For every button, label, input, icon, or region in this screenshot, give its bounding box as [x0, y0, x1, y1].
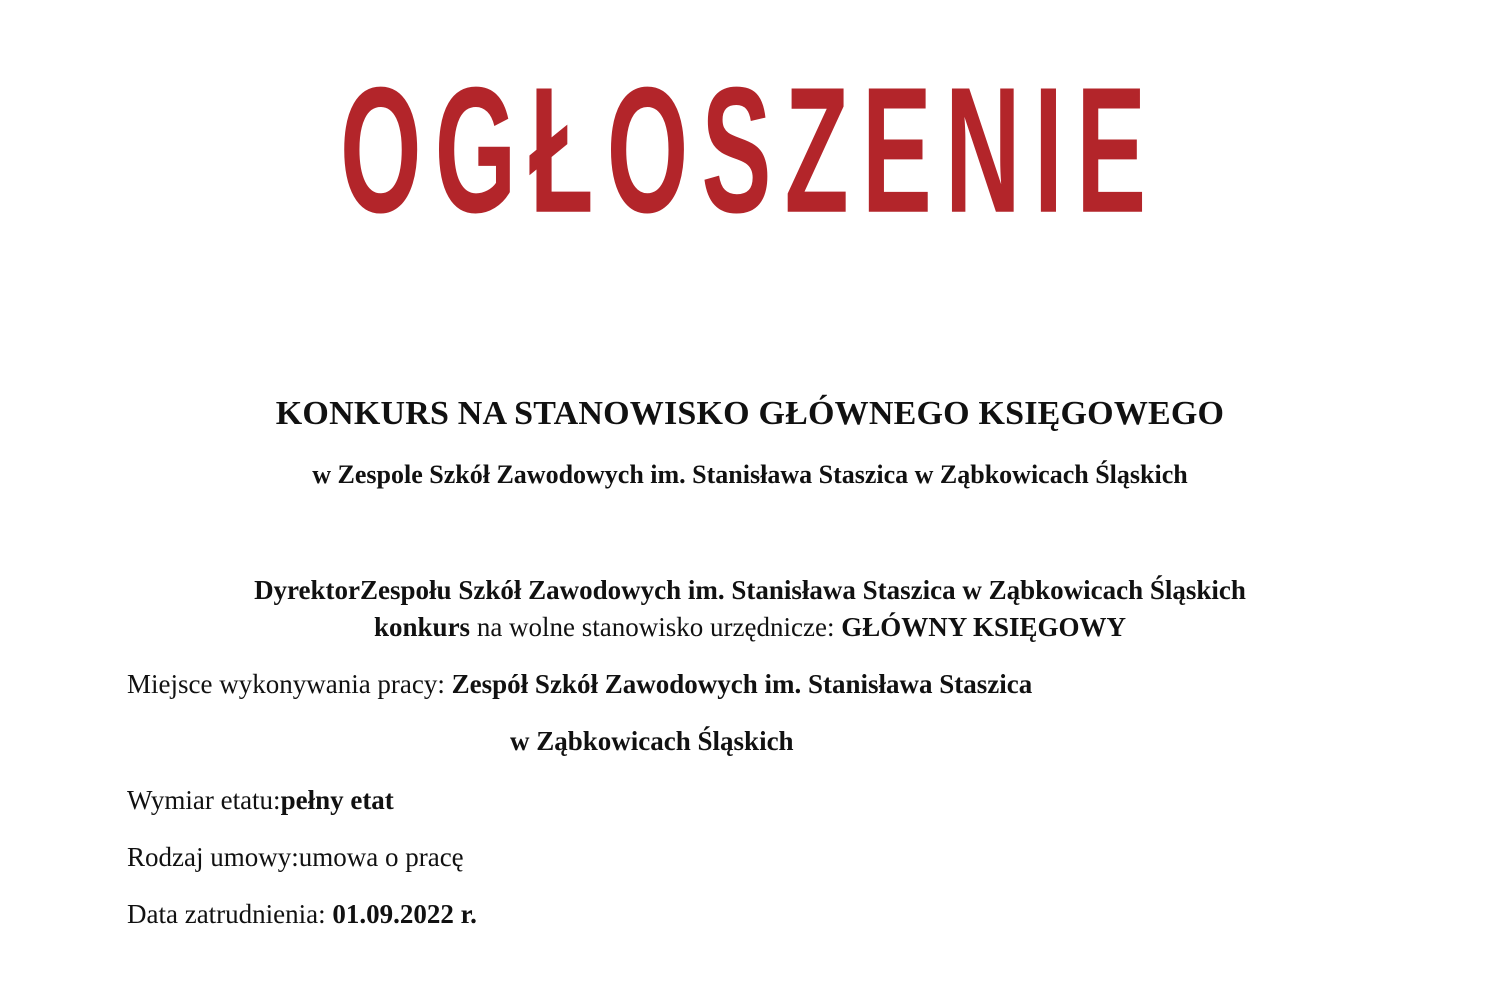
position-title: GŁÓWNY KSIĘGOWY: [841, 612, 1126, 642]
workplace-value: Zespół Szkół Zawodowych im. Stanisława Staszica: [451, 669, 1033, 699]
banner-title: OGŁOSZENIE: [340, 50, 1160, 251]
position-line: [0, 612, 1500, 643]
contract-label: Rodzaj umowy:: [127, 842, 299, 872]
banner: [0, 50, 1500, 251]
fte-value: pełny etat: [280, 785, 394, 815]
position-text: na wolne stanowisko urzędnicze:: [470, 612, 842, 642]
contract-row: [127, 842, 464, 873]
contest-heading: KONKURS NA STANOWISKO GŁÓWNEGO KSIĘGOWEGO: [275, 395, 1225, 432]
contest-word: konkurs: [374, 612, 471, 642]
fte-row: [127, 785, 394, 816]
start-date-row: [127, 899, 477, 930]
workplace-value-continued: w Ząbkowicach Śląskich: [510, 726, 794, 756]
director-line: DyrektorZespołu Szkół Zawodowych im. Stanisława Staszica w Ząbkowicach Śląskich: [254, 575, 1246, 605]
start-date-value: 01.09.2022 r.: [332, 899, 477, 929]
workplace-row: [127, 669, 1032, 700]
workplace-label: Miejsce wykonywania pracy:: [127, 669, 452, 699]
contract-value: umowa o pracę: [298, 842, 464, 872]
fte-label: Wymiar etatu:: [127, 785, 281, 815]
school-subheading: w Zespole Szkół Zawodowych im. Stanisława Staszica w Ząbkowicach Śląskich: [312, 460, 1188, 489]
start-date-label: Data zatrudnienia:: [127, 899, 333, 929]
